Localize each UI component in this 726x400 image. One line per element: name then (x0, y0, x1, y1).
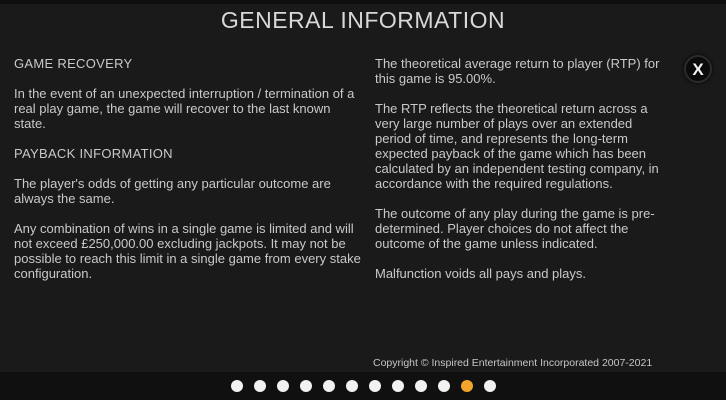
pagination-dot[interactable] (231, 380, 243, 392)
pagination-dots (231, 380, 496, 392)
pagination-dot[interactable] (484, 380, 496, 392)
pagination-dot[interactable] (438, 380, 450, 392)
section-heading-payback-information: PAYBACK INFORMATION (14, 146, 173, 161)
malfunction-paragraph: Malfunction voids all pays and plays. (375, 266, 587, 281)
top-strip (0, 0, 726, 4)
payback-paragraph-win-limit: Any combination of wins in a single game is limited and will not exceed £250,000.00 excluding jackpots. It may not be possible to reach this limit in a single game from every stake configuration. (14, 221, 361, 281)
rtp-explanation-paragraph: The RTP reflects the theoretical return across a very large number of plays over an extended period of time, and represents the long-term expected payback of the game which has been calculated by an independent testing company, in accordance with the required regulations. (375, 101, 659, 191)
section-heading-game-recovery: GAME RECOVERY (14, 56, 133, 71)
close-icon: X (692, 59, 704, 79)
outcome-paragraph: The outcome of any play during the game is pre-determined. Player choices do not affect the outcome of the game unless indicated. (375, 206, 655, 251)
game-recovery-paragraph: In the event of an unexpected interruption / termination of a real play game, the game will recover to the last known state. (14, 86, 355, 131)
pagination-dot[interactable] (323, 380, 335, 392)
right-column (375, 56, 670, 296)
pagination-dot[interactable] (300, 380, 312, 392)
close-button[interactable] (684, 55, 712, 83)
copyright-text: Copyright © Inspired Entertainment Incorporated 2007-2021 (373, 357, 653, 369)
page-title: GENERAL INFORMATION (220, 7, 506, 33)
pagination-dot[interactable] (277, 380, 289, 392)
pagination-dot-active[interactable] (461, 380, 473, 392)
pagination-dot[interactable] (415, 380, 427, 392)
pagination-dot[interactable] (254, 380, 266, 392)
payback-paragraph-odds: The player's odds of getting any particular outcome are always the same. (14, 176, 331, 206)
pagination-dot[interactable] (392, 380, 404, 392)
pagination-dot[interactable] (346, 380, 358, 392)
left-column (14, 56, 361, 296)
rtp-value-paragraph: The theoretical average return to player (RTP) for this game is 95.00%. (375, 56, 660, 86)
pagination-dot[interactable] (369, 380, 381, 392)
pagination-bar (0, 372, 726, 400)
